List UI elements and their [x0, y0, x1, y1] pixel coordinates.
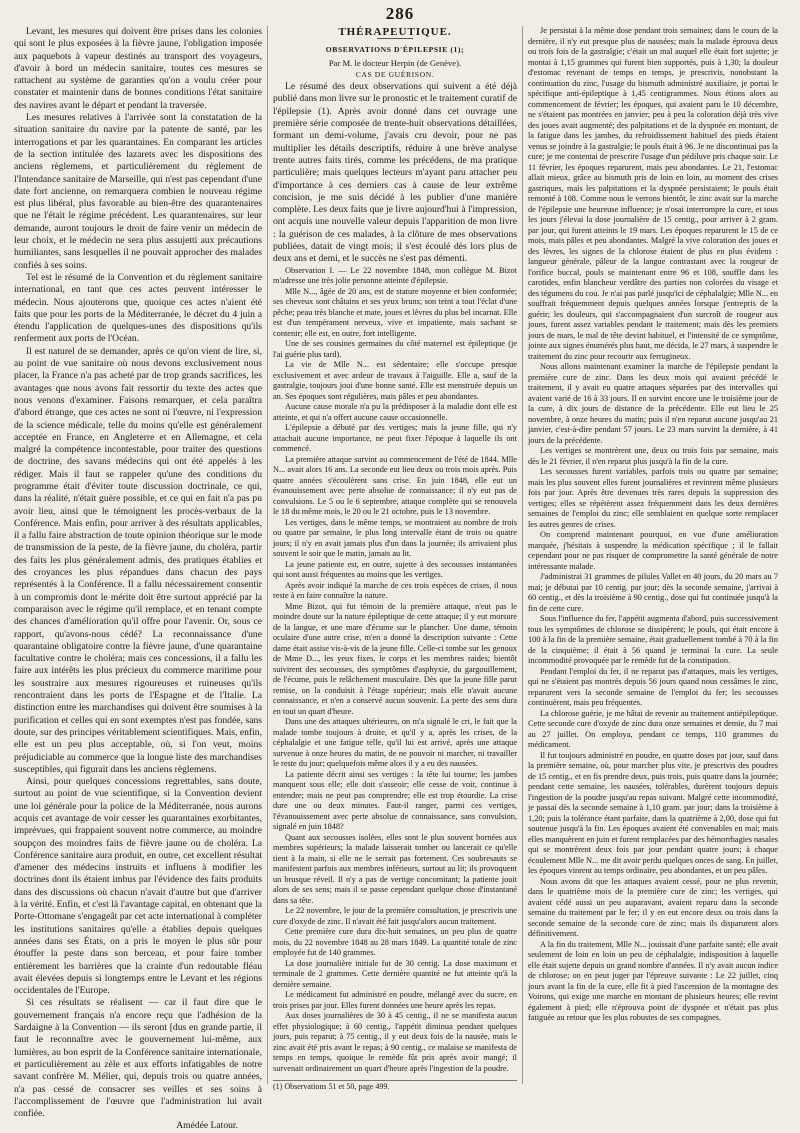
paragraph: Il est naturel de se demander, après ce qu'on vient de lire, si, au point de vue sanitaire où nous devons exclusivement nous placer, la France n'a pas acheté par de trop grands sacrifices, les avantages que nous avons fait ressortir du texte des actes que nous venons d'examiner. Faisons remarquer, et cela paraîtra d'abord étrange, que ces actes ne sont ni l'œuvre, ni l'expression de la science médicale, telle du moins qu'elle est généralement acceptée en France, en Angleterre et en Allemagne, et cela malgré la compétence incontestable, pour traiter des questions de doctrine, des savans médecins qui ont été appelés à les rédiger. Mais il faut se rappeler qu'une des conditions du programme était d'éviter toute discussion doctrinale, ce qui, dans la réalité, n'était guère possible, et ce qui en fait n'a pas pu avoir lieu, ainsi que le témoignent les procès-verbaux de la Conférence. Mais enfin, pour arriver à des résultats applicables, il a fallu faire abstraction de toute opinion théorique sur le mode de transmission de la peste, de la fièvre jaune, du choléra, partir des faits les plus généralement admis, des pratiques établies et des croyances les plus répandues dans chacun des pays représentés à la Conférence. Il a fallu nécessairement consentir à un compromis dont le mérite doit être surtout apprécié par la comparaison avec le régime qu'il remplace, et en tenant compte des chances d'amélioration qu'il offre pour l'avenir. Or, sous ce rapport, qu'avons-nous cédé? La reconnaissance d'une quarantaine obligatoire contre la fièvre jaune, d'une quarantaine facultative contre le choléra; mais ces concessions, il a fallu les faire aux intérêts les plus précieux du commerce maritime pour les soustraire aux mesures rigoureuses et ruineuses qu'ils rencontraient dans les ports de l'Espagne et de l'Italie. La distinction entre les marchandises qui doivent être soumises à la purification et celles qui en sont exemptes n'est pas fondée, sans doute, sur des principes véritablement scientifiques. Mais, enfin, elle est un peu plus acceptable, où, si l'on veut, moins préjudiciable au commerce que la longue liste des marchandises susceptibles, qui figurait dans les anciens règlemens. — [14, 345, 262, 775]
paragraph: La vie de Mlle N... est sédentaire; elle s'occupe presque exclusivement et avec ardeur de travaux à l'aiguille. Elle a, sauf de la gastralgie, toujours joui d'une bonne santé. Elle est menstruée depuis un an. Ses époques sont régulières, mais pâles et peu abondantes. — [273, 360, 517, 401]
paragraph: Il fut toujours administré en poudre, en quatre doses par jour, sauf dans la première semaine, où, pour marcher plus vite, je prescrivis des poudres de 15 centig., et en fis prendre deux, puis trois, puis quatre dans la journée; pendant cette semaine, les nausées, tolérables, durèrent toujours depuis l'ingestion de la poudre jusqu'au repas suivant. Malgré cette incommodité, je passai dès la seconde semaine à 1,10 gram. par jour; dans la troisième à 1,20; puis la tolérance étant parfaite, dans la quatrième à 2,00, dose qui fut soutenue jusqu'à la fin. Les époques avaient été convenables en mai; mais elles manquèrent en juin et furent remplacées par des hémorrhagies nasales qui se montrèrent deux fois par jour pendant quatre jours; à chaque écoulement Mlle N... me dit avoir perdu quelques onces de sang. En juillet, les époques vinrent au temps ordinaire, peu abondantes, et un peu pâles. — [528, 750, 778, 875]
column-divider — [267, 26, 268, 1084]
article-byline: Par M. le docteur Herpin (de Genève). — [328, 57, 462, 68]
paragraph: La jeune patiente est, en outre, sujette à des secousses instantanées qui sont aussi fréquentes au moins que les vertiges. — [273, 559, 517, 580]
column-left — [14, 26, 262, 1132]
paragraph: L'épilepsie a débuté par des vertiges; mais la jeune fille, qui n'y attachait aucune importance, ne peut fixer l'époque à laquelle ils ont commencé. — [273, 423, 517, 454]
paragraph: Sous l'influence du fer, l'appétit augmenta d'abord, puis successivement tous les symptômes de chlorose se dissipèrent; le pouls, qui était encore à 100 à la fin de la première semaine, était graduellement tombé à 70 à la fin de la cinquième; il était à 56 quand je terminai la cure. La seule incommodité provoquée par le remède fut de la constipation. — [528, 614, 778, 665]
paragraph: Après avoir indiqué la marche de ces trois espèces de crises, il nous reste à en faire connaître la nature. — [273, 580, 517, 601]
paragraph: Cette première cure dura dix-huit semaines, un peu plus de quatre mois, du 22 novembre 1848 au 28 mars 1849. La quantité totale de zinc employée fut de 140 grammes. — [273, 927, 517, 958]
paragraph: Les mesures relatives à l'arrivée sont la constatation de la situation sanitaire du navire par la patente de santé, par les interrogations et par les quarantaines. En comparant les articles de la section intitulée des lazarets avec les dispositions des anciens règlemens, et particulièrement du règlement de l'Intendance sanitaire de Marseille, qui n'est pas cependant d'une date fort ancienne, on remarquera combien le nouveau régime est plus libéral, plus favorable au bien-être des quarantenaires que ne l'était le régime précédent. Les quarantenaires, sur leur demande, auront toujours le droit de faire venir un médecin de leur choix, et le médecin ne sera plus assujetti aux précautions humiliantes, sans lesquelles il ne pouvait approcher des malades confiés à ses soins. — [14, 112, 262, 271]
paragraph: La patiente décrit ainsi ses vertiges : la tête lui tourne; les jambes manquent sous elle; elle doit s'asseoir; elle cesse de voir, continue à entendre; mais ne peut pas comprendre; elle est trop étourdie. La crise dure une ou deux minutes. Faut-il ranger, parmi ces vertiges, l'évanouissement avec perte absolue de connaissance, sans convulsion, signalé en juin 1848? — [273, 769, 517, 832]
paragraph: Les vertiges, dans le même temps, se montraient au nombre de trois ou quatre par semaine, le plus long intervalle étant de trois ou quatre jours; il n'y en avait jamais plus d'un dans la journée; ils arrivaient plus souvent le soir que le matin, jamais au lit. — [273, 517, 517, 559]
column-divider — [522, 26, 523, 1084]
paragraph: Mme Bizot, qui fut témoin de la première attaque, n'eut pas le moindre doute sur la nature épileptique de cette attaque; il y eut morsure de la langue, et une mare d'écume sur le plancher. Une dame, témoin oculaire d'une autre crise, m'en a donné la description suivante : Cette dame était assise vis-à-vis de la jeune fille. Celle-ci tombe sur les genoux de Mme D..., les yeux fixes, le corps et les membres raides; bientôt suivirent des secousses, des symptômes d'asphyxie, du gargouillement, de l'écume, puis le relâchement musculaire. Dès que la jeune fille parut remise, on la conduisit à l'étage supérieur; mais elle n'avait aucune connaissance, et n'en a conservé aucun souvenir. La perte des sens dura en tout un quart d'heure. — [273, 601, 517, 716]
case-report-continued — [528, 26, 778, 1024]
paragraph: Les vertiges se montrèrent une, deux ou trois fois par semaine, mais dès le 21 février, il n'en reparut plus jusqu'à la fin de la cure. — [528, 446, 778, 466]
paragraph: Aux doses journalières de 30 à 45 centig., il ne se manifesta aucun effet physiologique; à 60 centig., l'appétit diminua pendant quelques jours, puis reparut; à 75 centig., il y eut deux fois de la nausée, mais le zinc avait été pris avant le repas; à 90 centig., ce malaise se manifesta de temps en temps, quoique le remède fût pris après avoir mangé; il survenait ordinairement un quart d'heure après l'ingestion de la poudre. — [273, 1011, 517, 1073]
paragraph: Nous avons dit que les attaques avaient cessé, pour ne plus revenir, dans le quatrième mois de la première cure de zinc; les vertiges, qui avaient cédé aussi un peu auparavant, avaient reparu dans la seconde semaine du traitement par le fer; il y en eut encore deux ou trois dans la seconde semaine de la seconde cure de zinc; mais ils disparurent alors définitivement. — [528, 876, 778, 938]
paragraph: Les secousses furent variables, parfois trois ou quatre par semaine; mais les plus souvent elles furent journalières et revinrent même plusieurs fois par jour. Après être devenues très rares depuis la suppression des vertiges; elles se répétèrent assez fréquemment dans les deux dernières semaines de l'emploi du zinc; elle semblaient en quelque sorte remplacer les autres genres de crises. — [528, 467, 778, 529]
paragraph: Si ces résultats se réalisent — car il faut dire que le gouvernement français n'a encore reçu que l'adhésion de la Sardaigne à la Convention — ils seront [dus en grande partie, il faut le reconnaître avec le gouvernement lui-même, aux lumières, au bon esprit de la Conférence sanitaire internationale, et particulièrement au zèle et aux efforts infatigables de notre savant confrère M. Mélier, qui, depuis trois ou quatre années, n'a pas cessé de consacrer ses veilles et ses soins à l'accomplissement de l'œuvre que l'administration lui avait confiée. — [14, 997, 262, 1120]
paragraph: Une de ses cousines germaines du côté maternel est épileptique (je l'ai guérie plus tard). — [273, 339, 517, 359]
footnote: (1) Observations 51 et 50, page 499. — [273, 1080, 517, 1091]
paragraph: Observation I. — Le 22 novembre 1848, mon collègue M. Bizot m'adresse une très jolie personne atteinte d'épilepsie. — [273, 265, 517, 286]
paragraph: Je persistai à la même dose pendant trois semaines; dans le cours de la dernière, il n'y eut presque plus de nausées; mais la malade éprouva deux ou trois fois de la gastralgie; c'était un mal auquel elle était fort sujette; je montai à 1,15 grammes qui furent bien supportés, puis à 1,30; la douleur d'estomac revenant de temps en temps, je prescrivis, nonobstant la continuation du zinc, l'usage du bismuth administré auxiliaire, je portai le spécifique anti-épileptique à 1,45 centigrammes. Nous étions alors au commencement de février; les époques, qui avaient paru le 10 décembre, ne s'étaient pas montrées en janvier; peu à peu la coloration déjà très vive des joues avait augmenté; des palpitations et de la dyspnée en montant, de la fatigue dans les jambes, du refroidissement habituel des pieds étaient venus se joindre à la gastralgie; le pouls était à 96. Je ne discontinuai pas la cure; je me contentai de prescrire l'usage d'un pédiluve pris chaque soir. Le 11 février, les époques reparurent, mais peu abondantes. Le 21, l'estomac allait mieux, grâce au bismuth pris de loin en loin, au moment des crises gastriques, mais les palpitations et la dyspnée persistaient; le pouls était remonté à 108. Comme nous le verrons bientôt, le zinc avait sur la marche de l'épilepsie une heureuse influence; je n'osai interrompre la cure, et tous les jours j'élevai la dose journalière de 15 centig., pour arriver à 2 gram. par jour, qui furent atteints le 19 mars. Les époques reparurent le 15 de ce mois, mais pâles et peu abondantes. Malgré la vive coloration des joues et des lèvres, les signes de la chlorose étaient de plus en plus évidens : langueur générale, pâleur de la langue contrastant avec la rougeur de l'orifice buccal, pouls se maintenant entre 96 et 108, souffle dans les carotides, enfin blancheur verdâtre des parties non colorées du visage et des tégumens du cou. Je n'ai pas parlé jusqu'ici de céphalalgie; Mlle N... en souffrait fréquemment depuis quelques années lorsque j'entrepris de la guérir; les douleurs, qui s'accompagnaient d'un surcroît de rougeur aux joues, furent assez variables pendant le traitement; mais dès les premiers jours de mars, le mal de tête devint habituel, et l'intensité de ce symptôme, jointe aux signes énumérés plus haut, me décida, le 27 mars, à suspendre le traitement du zinc pour recourir aux ferrugineux. — [528, 26, 778, 361]
paragraph: La chlorose guérie, je me hâtai de revenir au traitement antiépileptique. Cette seconde cure d'oxyde de zinc dura onze semaines et demie, du 7 mai au 27 juillet. On employa, pendant ce temps, 110 grammes du médicament. — [528, 708, 778, 749]
author-signature: Amédée Latour. — [176, 1120, 238, 1132]
case-label: CAS DE GUÉRISON. — [355, 69, 435, 79]
paragraph: Ainsi, pour quelques concessions regrettables, sans doute, surtout au point de vue scientifique, si la Convention devient une loi générale pour la police de la Méditerranée, nous aurons acquis cet avantage de voir cesser les quarantaines exorbitantes, imprévues, qui frappaient souvent notre commerce, au moindre soupçon des moindres faits de fièvre jaune ou de choléra. La Conférence sanitaire aura produit, en outre, cet excellent résultat d'amener des médecins instruits et influens à modifier les doctrines dont ils étaient imbus par l'évidence des faits produits dans des discussions où chacun n'avait d'autre but que d'arriver à la vérité. Enfin, et c'est là l'avantage capital, en obtenant que la Porte-Ottomane s'engageât par cet acte international à compléter les institutions sanitaires qu'elle a établies depuis quelques années dans ses États, on a pris le moyen le plus sûr pour étouffer la peste dans son berceau, et pour faire tomber entièrement les barrières que la crainte d'un redoutable fléau avait élevées depuis si longtemps entre le Levant et les régions occidentales de l'Europe. — [14, 776, 262, 997]
paragraph: Nous allons maintenant examiner la marche de l'épilepsie pendant la première cure de zinc. Dans les deux mois qui avaient précédé le traitement, il y avait eu quatre attaques séparées par des intervalles qui avaient varié de 16 à 33 jours. Il en survint encore une le troisième jour de la cure, à dix jours de distance de la précédente. Elle eut lieu le 25 novembre, à onze heures du matin; puis il n'en reparut aucune jusqu'au 21 janvier, c'est-à-dire pendant 57 jours. Le 23 mars survint la dernière, à 41 jours de la précédente. — [528, 362, 778, 445]
paragraph: La première attaque survint au commencement de l'été de 1844. Mlle N... avait alors 16 ans. La seconde eut lieu deux ou trois mois après. Puis quatre années s'écoulèrent sans crise. En juin 1848, elle eut un évanouissement avec perte absolue de connaissance; il n'y eut pas de convulsions. Le 5 ou le 6 septembre, attaque complète qui se renouvela le 18 du même mois, le 20 ou le 21 octobre, puis le 13 novembre. — [273, 454, 517, 517]
title-rule — [377, 38, 413, 39]
paragraph: Le résumé des deux observations qui suivent a été déjà publié dans mon livre sur le pronostic et le traitement curatif de l'épilepsie (1). Après avoir donné dans cet ouvrage une première série composée de trente-huit observations détaillées, formant un demi-volume, j'avais cru devoir, pour ne pas multiplier les détails descriptifs, réduire à une brève analyse trente autres faits tirés, comme les précédens, de ma pratique particulière; mais quelques lecteurs m'ayant paru attacher peu d'importance à ces derniers cas à cause de leur extrême concision, je me suis décidé à les publier d'une manière complète. Les deux faits que je livre aujourd'hui à l'impression, ont acquis une nouvelle valeur depuis l'apparition de mon livre : la guérison de ces malades, à la clôture de mes observations publiées, datait de vingt mois; il s'est écoulé dès lors plus de deux ans et demi, et le succès ne s'est pas démenti. — [273, 81, 517, 265]
paragraph: On comprend maintenant pourquoi, en vue d'une amélioration marquée, j'hésitais à suspendre la médication spécifique ; il le fallait cependant pour ne pas risquer de compromettre la santé générale de notre intéressante malade. — [528, 530, 778, 571]
paragraph: La dose journalière initiale fut de 30 centig. La dose maximum et terminale de 2 grammes. Cette dernière quantité ne fut atteinte qu'à la dernière semaine. — [273, 958, 517, 989]
paragraph: Quant aux secousses isolées, elles sont le plus souvent bornées aux membres supérieurs; la malade laisserait tomber ou lancerait ce qu'elle tient à la main, si elle ne le serrait pas fortement. Ces soubresauts se manifestent parfois aux membres inférieurs, surtout au lit; ils provoquent un brusque réveil. Il n'y a pas de vertige concomitant; la patiente jouit alors de ses sens; mais il se passe cependant quelque chose d'instantané dans sa tête. — [273, 832, 517, 905]
paragraph: Levant, les mesures qui doivent être prises dans les colonies qui sont le plus exposées à la fièvre jaune, l'obligation imposée aux paquebots à vapeur destinés au transport des voyageurs, d'avoir à bord un médecin sanitaire, toutes ces mesures se rattachent au système de garanties qu'on a voulu créer pour constater et maintenir dans de bonnes conditions l'état sanitaire des navires avant le départ et pendant la traversée. — [14, 26, 262, 111]
column-middle — [273, 26, 517, 1078]
paragraph: Dans une des attaques ultérieures, on m'a signalé le cri, le fait que la malade tombe toujours à droite, et qu'il y a, après les crises, de la céphalalgie et une fatigue telle, qu'il lui est arrivé, après une attaque survenue à onze heures du matin, de ne pouvoir ni marcher, ni travailler le reste du jour; quelquefois même alors il y a eu des nausées. — [273, 717, 517, 769]
paragraph: Pendant l'emploi du fer, il ne reparut pas d'attaques, mais les vertiges, qui ne s'étaient pas montrés depuis 56 jours quand nous cessâmes le zinc, reparurent vers la seconde semaine de l'emploi du fer; les secousses continuèrent, mais peu fréquentes. — [528, 666, 778, 707]
section-title: THÉRAPEUTIQUE. — [338, 26, 452, 38]
case-report — [273, 266, 517, 1075]
paragraph: A la fin du traitement, Mlle N... jouissait d'une parfaite santé; elle avait seulement de loin en loin un peu de céphalalgie, indisposition à laquelle elle était sujette depuis un grand nombre d'années. Il n'y avait aucun indice de chlorose; on en peut juger par l'épreuve suivante : Le 22 juillet, cinq jours avant la fin de la cure, elle fit à pied l'ascension de la montagne des Voirons, qui exige une marche en montant de plusieurs heures; elle revint également à pied; elle n'éprouva point de dyspnée et n'était pas plus fatiguée au retour que les plus robustes de ses compagnes. — [528, 939, 778, 1022]
paragraph: Le médicament fut administré en poudre, mélangé avec du sucre, en trois prises par jour. Elles furent données une heure après les repas. — [273, 990, 517, 1010]
paragraph: Mlle N..., âgée de 20 ans, est de stature moyenne et bien conformée; ses cheveux sont châtains et ses yeux bruns; son teint a tout l'éclat d'une pêche; peau très blanche et mate, joues et lèvres du plus bel incarnat. Elle est d'un tempérament nerveux, vive et impatiente, mais sachant se contenir; elle est, en outre, fort intelligente. — [273, 286, 517, 338]
paragraph: Aucune cause morale n'a pu la prédisposer à la maladie dont elle est atteinte, et qui n'a offert aucune cause occasionnelle. — [273, 402, 517, 422]
column-right — [528, 26, 778, 1088]
paragraph: Le 22 novembre, le jour de la première consultation, je prescrivis une cure d'oxyde de zinc. Il n'avait été fait jusqu'alors aucun traitement. — [273, 906, 517, 926]
paragraph: J'administrai 31 grammes de pilules Vallet en 40 jours, du 20 mars au 7 mai; je débutai par 10 centig. par jour; dès la seconde semaine, j'arrivai à 60 centig., et dès la troisième à 90 centig., dose qui fut continuée jusqu'à la fin de cette cure. — [528, 572, 778, 613]
paragraph: Tel est le résumé de la Convention et du règlement sanitaire international, en tant que ces actes peuvent intéresser le médecin. Nous ajouterons que, quoique ces actes n'aient été faits que pour les ports de la Méditerranée, le décret du 4 juin a étendu l'application de quelques-unes des dispositions qu'ils renferment aux ports de l'Océan. — [14, 271, 262, 345]
page-number: 286 — [385, 4, 415, 23]
article-title: OBSERVATIONS D'ÉPILEPSIE (1); — [325, 45, 465, 55]
